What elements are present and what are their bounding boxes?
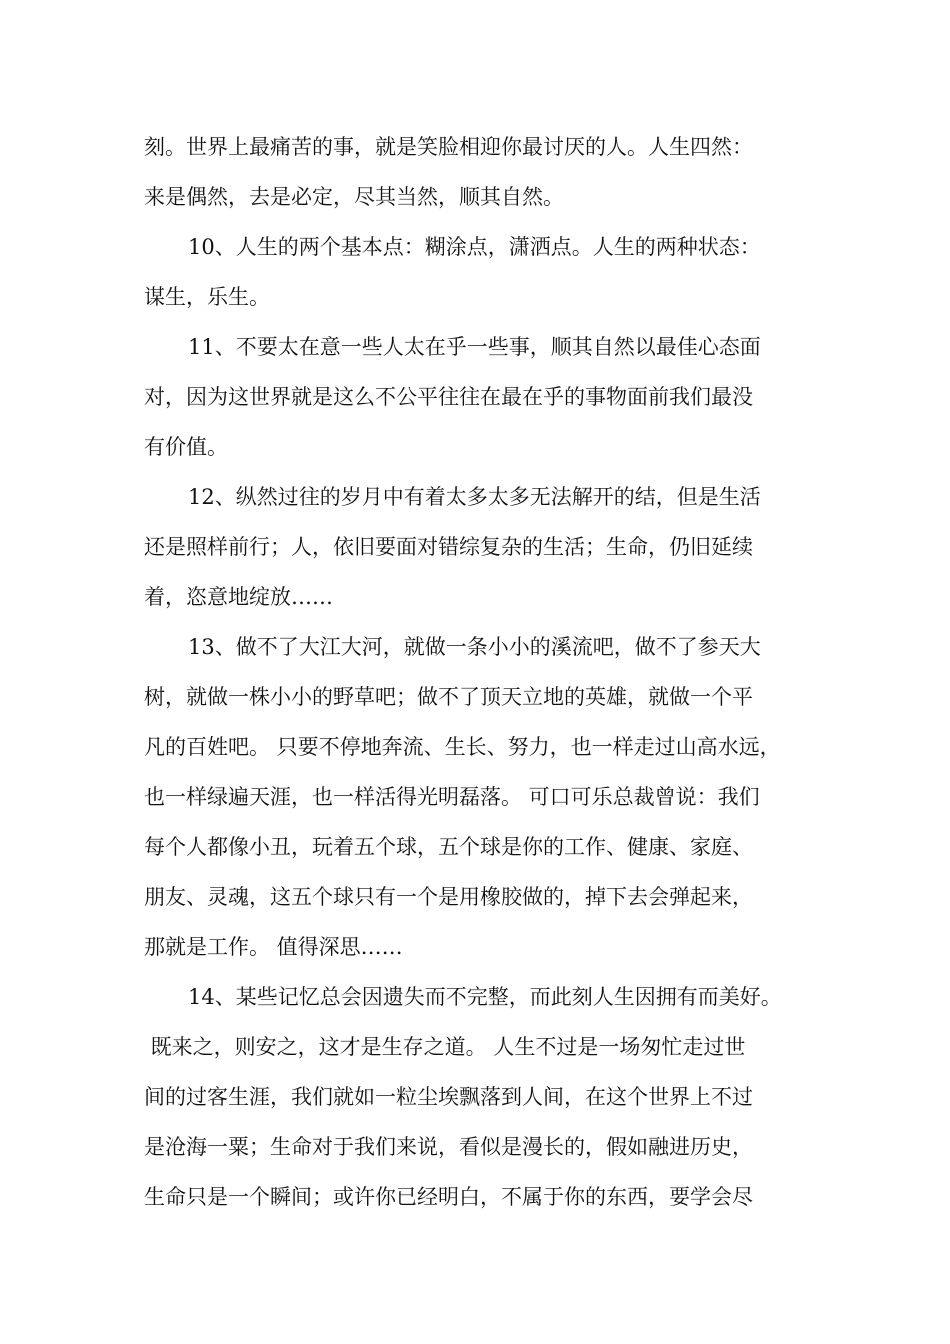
text-line: 有价值。 (144, 435, 228, 459)
text-line: 朋友、灵魂，这五个球只有一个是用橡胶做的，掉下去会弹起来， (144, 885, 753, 909)
text-line: 12、纵然过往的岁月中有着太多太多无法解开的结，但是生活 (188, 485, 761, 509)
text-line: 13、做不了大江大河，就做一条小小的溪流吧，做不了参天大 (188, 635, 761, 659)
text-line: 谋生，乐生。 (144, 285, 270, 309)
text-line: 间的过客生涯，我们就如一粒尘埃飘落到人间，在这个世界上不过 (144, 1085, 753, 1109)
text-line: 10、人生的两个基本点：糊涂点，潇洒点。人生的两种状态： (188, 235, 761, 259)
document-body (144, 122, 824, 1222)
text-line: 也一样绿遍天涯，也一样活得光明磊落。 可口可乐总裁曾说：我们 (144, 785, 760, 809)
text-line: 那就是工作。 值得深思…… (144, 935, 403, 959)
text-line: 刻。世界上最痛苦的事，就是笑脸相迎你最讨厌的人。人生四然： (144, 135, 753, 159)
text-line: 来是偶然，去是必定，尽其当然，顺其自然。 (144, 185, 564, 209)
text-line: 是沧海一粟；生命对于我们来说，看似是漫长的，假如融进历史， (144, 1135, 753, 1159)
text-line: 树，就做一株小小的野草吧；做不了顶天立地的英雄，就做一个平 (144, 685, 753, 709)
text-line: 着，恣意地绽放…… (144, 585, 333, 609)
text-line: 对，因为这世界就是这么不公平往往在最在乎的事物面前我们最没 (144, 385, 753, 409)
text-line: 凡的百姓吧。 只要不停地奔流、生长、努力，也一样走过山高水远， (144, 735, 781, 759)
text-line: 生命只是一个瞬间；或许你已经明白，不属于你的东西，要学会尽 (144, 1185, 753, 1209)
text-line: 14、某些记忆总会因遗失而不完整，而此刻人生因拥有而美好。 (188, 985, 782, 1009)
text-line: 11、不要太在意一些人太在乎一些事，顺其自然以最佳心态面 (188, 335, 761, 359)
text-line: 每个人都像小丑，玩着五个球，五个球是你的工作、健康、家庭、 (144, 835, 753, 859)
text-line: 既来之，则安之，这才是生存之道。 人生不过是一场匆忙走过世 (144, 1035, 746, 1059)
text-line: 还是照样前行；人，依旧要面对错综复杂的生活；生命，仍旧延续 (144, 535, 753, 559)
